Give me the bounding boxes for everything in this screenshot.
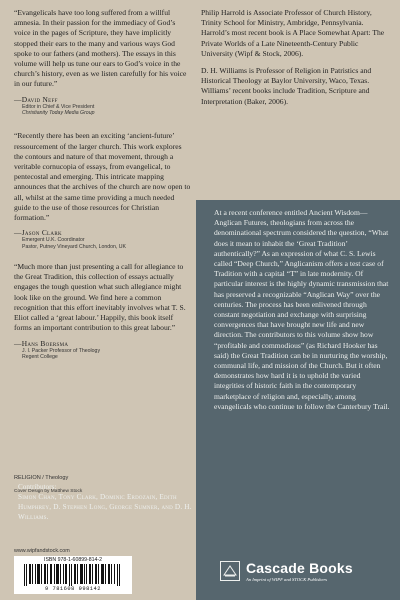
endorsement-role: Emergent U.K. Coordinator (22, 237, 85, 244)
barcode (14, 556, 132, 594)
publisher-emblem-icon (220, 561, 240, 581)
contributors (18, 482, 196, 522)
isbn-label: ISBN 978-1-60899-814-2 (44, 557, 102, 563)
book-icon (221, 562, 239, 580)
description-panel (196, 200, 400, 600)
endorsement-quote: “Evangelicals have too long suffered from a willful amnesia. In their passion for the immediacy of God’s voice in the pages of Scripture, they have implicitly stopped their ears to the many and various ways God spoke to our fathers (and mothers). The essays in this volume will help us tune our ears to God’s voice in the church’s history, even as we listen carefully for his voice in our future.” (14, 8, 187, 89)
endorsement-author: —Jason Clark (14, 228, 62, 238)
endorsement (14, 131, 192, 250)
barcode-number: 9 781608 998142 (44, 586, 102, 592)
cover-design-credit: Cover Design by Matthew Stock (14, 489, 83, 494)
publisher-url: www.wipfandstock.com (14, 548, 70, 554)
author-bios (201, 8, 389, 114)
publisher-tagline: An Imprint of WIPF and STOCK Publishers (246, 577, 328, 582)
barcode-bars (24, 564, 122, 586)
author-bio: D. H. Williams is Professor of Religion in Patristics and Historical Theology at Baylor University, Waco, Texas. Williams’ recent books include Tradition, Scripture and Interpretation (Baker, 2006). (201, 66, 372, 106)
category-label: RELIGION / Theology (14, 475, 69, 481)
book-description: At a recent conference entitled Ancient Wisdom—Anglican Futures, theologians from across the denominational spectrum considered the question, “What does it mean to inhabit the ‘Great Tradition’ authentically?” As an expression of what C. S. Lewis called “Deep Church,” Anglicanism offers a test case of Tradition with a capital “T” in late modernity. Of particular interest is the highly dynamic transmission that has preserved a recognizable “Anglican Way” over the centuries. The process has been enlivened through constant negotiation and exchange with surprising convergences that have brought new life and new direction. The contributors to this volume show how “profitable and commodious” (as Richard Hooker has said) the Great Tradition can be in nurturing the worship, communal life, and mission of the Church. But it often demonstrates how hard it is to uphold the varied integrities of historic faith in the contemporary marketplace of religion and, especially, among evangelicals who continue to follow the Canterbury Trail. (214, 208, 390, 411)
author-bio: Philip Harrold is Associate Professor of Church History, Trinity School for Ministry, Ambridge, Pennsylvania. Harrold’s most recent book is A Place Somewhat Apart: The Private Worlds of a Late Nineteenth-Century Public University (Wipf & Stock, 2006). (201, 8, 385, 58)
endorsement-role: Editor in Chief & Vice President (22, 103, 95, 110)
endorsements-column (14, 8, 192, 360)
endorsement (14, 262, 192, 360)
endorsement-author: —David Neff (14, 94, 58, 104)
endorsement (14, 8, 192, 116)
endorsement-affiliation: Pastor, Putney Vineyard Church, London, UK (22, 243, 127, 250)
endorsement-quote: “Recently there has been an exciting ‘ancient-future’ ressourcement of the larger church. This work explores the contours and nature of that movement, through a veritable cornucopia of essays, from evangelical, to pentecostal and emerging. This intricate mapping announces that the archives of the church are now open to all, whilst at the same time providing a much needed guide to the use of those resources for Christian formation.” (14, 131, 191, 223)
endorsement-quote: “Much more than just presenting a call for allegiance to the Great Tradition, this collection of essays actually engages the tough question what such allegiance might look like on the ground. We find here a common recognition that this effort inevitably involves what T. S. Eliot called a ‘great labour.’ Happily, this book itself forms an important contribution to this great labour.” (14, 262, 186, 333)
endorsement-author: —Hans Boersma (14, 338, 69, 348)
contributors-label: Contributors: (18, 483, 57, 491)
endorsement-role: J. I. Packer Professor of Theology (22, 347, 101, 354)
publisher-logo (220, 560, 380, 586)
endorsement-affiliation: Christianity Today Media Group (22, 110, 95, 117)
endorsement-affiliation: Regent College (22, 353, 58, 360)
publisher-name: Cascade Books (246, 560, 353, 576)
contributors-names: Simon Chan, Tony Clark, Dominic Erdozain, Edith Humphrey, D. Stephen Long, George Sumner, and D. H. Williams. (18, 493, 192, 521)
